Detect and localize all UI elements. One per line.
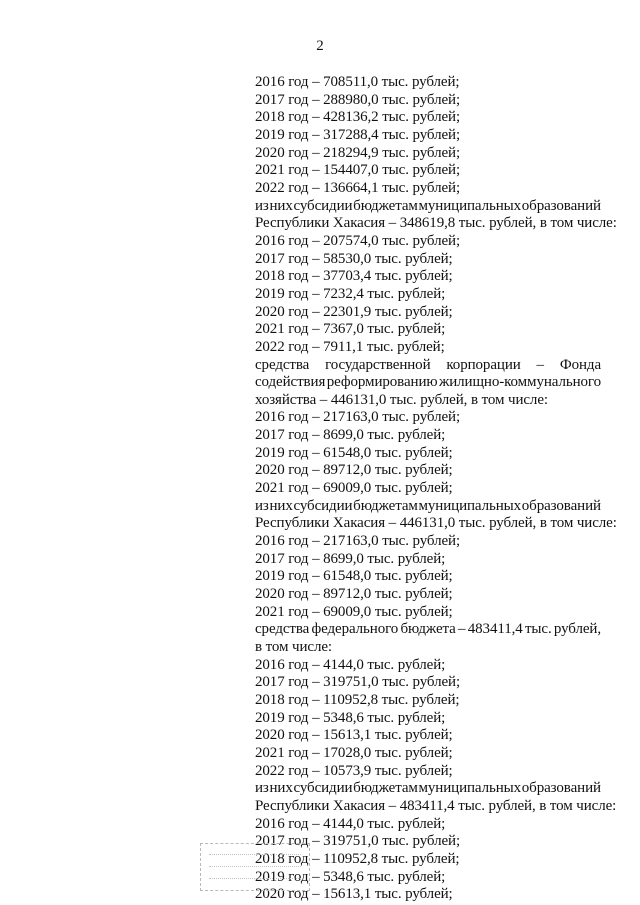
text-line: 2017 год – 288980,0 тыс. рублей; xyxy=(255,91,461,108)
page-number: 2 xyxy=(316,38,324,54)
text-line: 2021 год – 17028,0 тыс. рублей; xyxy=(255,744,453,761)
text-line: 2021 год – 69009,0 тыс. рублей; xyxy=(255,603,453,620)
text-line: 2021 год – 154407,0 тыс. рублей; xyxy=(255,162,461,179)
text-line: 2020 год – 218294,9 тыс. рублей; xyxy=(255,144,461,161)
text-line: 2019 год – 317288,4 тыс. рублей; xyxy=(255,126,461,143)
text-line: Республики Хакасия – 483411,4 тыс. рублей, в том числе: xyxy=(255,797,617,814)
text-line: средства государственной корпорации – Фонда xyxy=(255,356,601,373)
text-line: 2019 год – 5348,6 тыс. рублей; xyxy=(255,868,446,885)
text-line: из них субсидии бюджетам муниципальных образований xyxy=(255,780,601,797)
text-line: хозяйства – 446131,0 тыс. рублей, в том числе: xyxy=(255,391,548,408)
text-line: 2018 год – 110952,8 тыс. рублей; xyxy=(255,850,460,867)
text-line: 2017 год – 58530,0 тыс. рублей; xyxy=(255,250,453,267)
text-line: содействия реформированию жилищно-коммунального xyxy=(255,374,601,391)
text-line: 2022 год – 10573,9 тыс. рублей; xyxy=(255,762,453,779)
text-line: средства федерального бюджета – 483411,4 тыс. рублей, xyxy=(255,621,601,638)
text-line: 2019 год – 61548,0 тыс. рублей; xyxy=(255,444,453,461)
text-line: 2016 год – 217163,0 тыс. рублей; xyxy=(255,409,461,426)
text-line: 2016 год – 217163,0 тыс. рублей; xyxy=(255,533,461,550)
text-line: из них субсидии бюджетам муниципальных образований xyxy=(255,497,601,514)
text-line: из них субсидии бюджетам муниципальных образований xyxy=(255,197,601,214)
official-stamp xyxy=(200,843,310,891)
text-line: 2016 год – 207574,0 тыс. рублей; xyxy=(255,232,461,249)
text-line: 2019 год – 61548,0 тыс. рублей; xyxy=(255,568,453,585)
text-line: 2020 год – 89712,0 тыс. рублей; xyxy=(255,462,453,479)
text-line: 2016 год – 4144,0 тыс. рублей; xyxy=(255,656,446,673)
text-line: Республики Хакасия – 446131,0 тыс. рублей, в том числе: xyxy=(255,515,617,532)
text-line: 2017 год – 8699,0 тыс. рублей; xyxy=(255,550,446,567)
text-line: 2017 год – 319751,0 тыс. рублей; xyxy=(255,674,461,691)
document-body xyxy=(255,74,617,904)
text-line: Республики Хакасия – 348619,8 тыс. рублей, в том числе: xyxy=(255,215,617,232)
text-line: 2018 год – 428136,2 тыс. рублей; xyxy=(255,109,461,126)
text-line: 2019 год – 7232,4 тыс. рублей; xyxy=(255,285,446,302)
text-line: 2018 год – 110952,8 тыс. рублей; xyxy=(255,691,460,708)
text-line: 2020 год – 15613,1 тыс. рублей; xyxy=(255,886,453,903)
text-line: 2020 год – 22301,9 тыс. рублей; xyxy=(255,303,453,320)
text-line: 2022 год – 7911,1 тыс. рублей; xyxy=(255,338,445,355)
text-line: в том числе: xyxy=(255,639,332,655)
text-line: 2021 год – 69009,0 тыс. рублей; xyxy=(255,480,453,497)
text-line: 2020 год – 15613,1 тыс. рублей; xyxy=(255,727,453,744)
text-line: 2019 год – 5348,6 тыс. рублей; xyxy=(255,709,446,726)
text-line: 2017 год – 319751,0 тыс. рублей; xyxy=(255,833,461,850)
text-line: 2016 год – 4144,0 тыс. рублей; xyxy=(255,815,446,832)
text-line: 2018 год – 37703,4 тыс. рублей; xyxy=(255,268,453,285)
text-line: 2022 год – 136664,1 тыс. рублей; xyxy=(255,179,461,196)
text-line: 2016 год – 708511,0 тыс. рублей; xyxy=(255,74,460,90)
text-line: 2017 год – 8699,0 тыс. рублей; xyxy=(255,427,446,444)
text-line: 2021 год – 7367,0 тыс. рублей; xyxy=(255,321,446,338)
text-line: 2020 год – 89712,0 тыс. рублей; xyxy=(255,586,453,603)
